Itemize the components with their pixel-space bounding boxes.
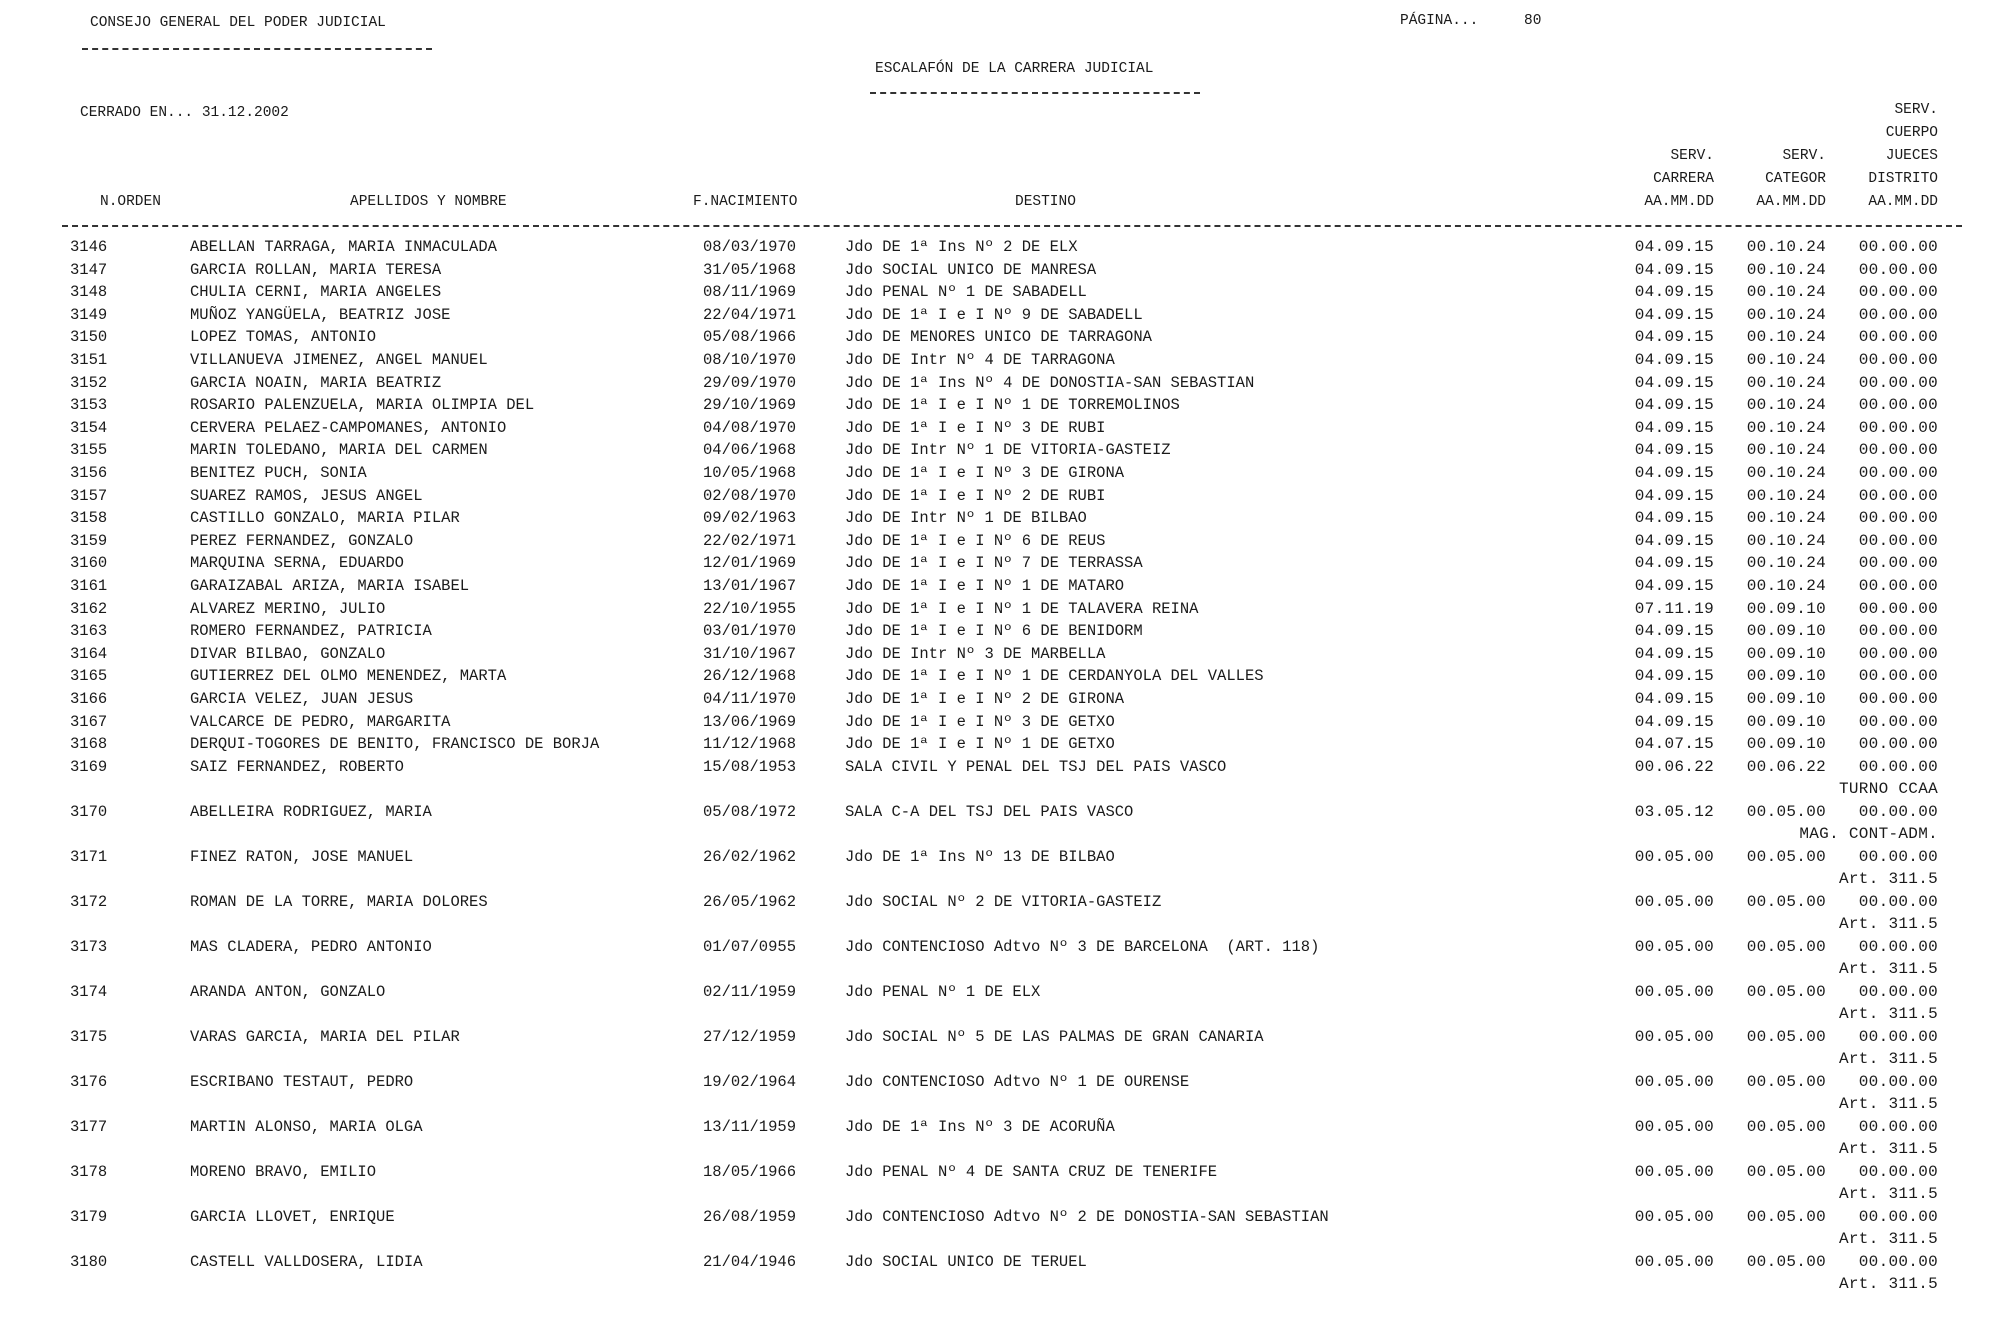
serv-distrito: 00.00.00 [1858, 577, 1938, 595]
serv-categor: 00.06.22 [1746, 757, 1826, 776]
birth-date: 05/08/1966 [703, 328, 797, 347]
row-note: Art. 311.5 [1838, 1139, 1938, 1158]
judge-name: CERVERA PELAEZ-CAMPOMANES, ANTONIO [190, 418, 507, 437]
closed-date: CERRADO EN... 31.12.2002 [80, 105, 289, 121]
serv-carrera: 00.06.22 [1634, 757, 1714, 776]
row-number: 3158 [70, 509, 108, 528]
destination: Jdo DE 1ª I e I Nº 6 DE BENIDORM [845, 622, 1143, 641]
serv-carrera: 04.09.15 [1634, 260, 1714, 279]
birth-date: 08/03/1970 [703, 238, 797, 256]
serv-distrito: 00.00.00 [1858, 305, 1938, 324]
judge-name: CASTILLO GONZALO, MARIA PILAR [190, 509, 460, 528]
judge-name: ROSARIO PALENZUELA, MARIA OLIMPIA DEL [190, 396, 535, 415]
destination: Jdo DE 1ª I e I Nº 3 DE RUBI [845, 418, 1106, 437]
serv-carrera: 04.09.15 [1634, 531, 1714, 550]
judge-name: MARIN TOLEDANO, MARIA DEL CARMEN [190, 441, 488, 460]
birth-date: 15/08/1953 [703, 757, 797, 776]
destination: SALA CIVIL Y PENAL DEL TSJ DEL PAIS VASCO [845, 757, 1227, 776]
judge-name: DERQUI-TOGORES DE BENITO, FRANCISCO DE BORJA [190, 735, 600, 754]
serv-categor: 00.09.10 [1746, 735, 1826, 754]
birth-date: 05/08/1972 [703, 802, 797, 821]
birth-date: 18/05/1966 [703, 1162, 797, 1181]
serv-distrito: 00.00.00 [1858, 1207, 1938, 1226]
serv-categor: 00.09.10 [1746, 599, 1826, 618]
serv-carrera: 04.09.15 [1634, 464, 1714, 482]
birth-date: 26/08/1959 [703, 1207, 797, 1226]
birth-date: 26/02/1962 [703, 847, 797, 866]
destination: Jdo DE 1ª I e I Nº 1 DE GETXO [845, 735, 1115, 754]
col-categor-1: SERV. [1782, 148, 1826, 164]
destination: Jdo PENAL Nº 1 DE SABADELL [845, 283, 1087, 302]
row-number: 3165 [70, 667, 108, 686]
serv-distrito: 00.00.00 [1858, 531, 1938, 550]
serv-categor: 00.10.24 [1746, 328, 1826, 347]
serv-carrera: 04.09.15 [1634, 486, 1714, 505]
serv-categor: 00.10.24 [1746, 238, 1826, 256]
serv-categor: 00.10.24 [1746, 577, 1826, 595]
serv-distrito: 00.00.00 [1858, 757, 1938, 776]
serv-categor: 00.10.24 [1746, 373, 1826, 392]
birth-date: 22/10/1955 [703, 599, 797, 618]
birth-date: 31/10/1967 [703, 644, 797, 663]
serv-categor: 00.09.10 [1746, 667, 1826, 686]
serv-categor: 00.10.24 [1746, 531, 1826, 550]
row-number: 3163 [70, 622, 108, 641]
col-distrito-2: CUERPO [1885, 125, 1938, 141]
destination: Jdo DE Intr Nº 4 DE TARRAGONA [845, 351, 1115, 369]
destination: Jdo DE 1ª Ins Nº 2 DE ELX [845, 238, 1078, 256]
page-label: PÁGINA... [1400, 13, 1479, 29]
row-number: 3172 [70, 892, 108, 911]
destination: Jdo DE 1ª Ins Nº 3 DE ACORUÑA [845, 1117, 1115, 1136]
row-number: 3151 [70, 351, 108, 369]
serv-categor: 00.10.24 [1746, 305, 1826, 324]
serv-categor: 00.09.10 [1746, 644, 1826, 663]
serv-distrito: 00.00.00 [1858, 509, 1938, 528]
serv-distrito: 00.00.00 [1858, 712, 1938, 731]
row-number: 3162 [70, 599, 108, 618]
judge-name: SAIZ FERNANDEZ, ROBERTO [190, 757, 404, 776]
judge-name: GARCIA LLOVET, ENRIQUE [190, 1207, 395, 1226]
judge-name: CASTELL VALLDOSERA, LIDIA [190, 1252, 423, 1271]
serv-categor: 00.10.24 [1746, 554, 1826, 573]
judge-name: MUÑOZ YANGÜELA, BEATRIZ JOSE [190, 305, 451, 324]
serv-distrito: 00.00.00 [1858, 1162, 1938, 1181]
serv-categor: 00.10.24 [1746, 283, 1826, 302]
destination: Jdo SOCIAL UNICO DE TERUEL [845, 1252, 1087, 1271]
row-note: Art. 311.5 [1838, 914, 1938, 933]
serv-distrito: 00.00.00 [1858, 735, 1938, 754]
row-number: 3146 [70, 238, 108, 256]
serv-distrito: 00.00.00 [1858, 1027, 1938, 1046]
row-number: 3154 [70, 418, 108, 437]
row-number: 3168 [70, 735, 108, 754]
serv-carrera: 00.05.00 [1634, 1072, 1714, 1091]
judge-name: MARQUINA SERNA, EDUARDO [190, 554, 404, 573]
row-number: 3174 [70, 982, 108, 1001]
serv-carrera: 04.09.15 [1634, 622, 1714, 641]
row-note: TURNO CCAA [1838, 779, 1938, 798]
serv-distrito: 00.00.00 [1858, 441, 1938, 460]
serv-distrito: 00.00.00 [1858, 396, 1938, 415]
destination: Jdo PENAL Nº 1 DE ELX [845, 982, 1041, 1001]
divider [870, 92, 1200, 94]
serv-carrera: 00.05.00 [1634, 892, 1714, 911]
destination: Jdo DE 1ª I e I Nº 3 DE GIRONA [845, 464, 1125, 482]
destination: Jdo SOCIAL UNICO DE MANRESA [845, 260, 1097, 279]
row-number: 3179 [70, 1207, 108, 1226]
judge-name: GARCIA NOAIN, MARIA BEATRIZ [190, 373, 442, 392]
serv-distrito: 00.00.00 [1858, 486, 1938, 505]
destination: Jdo DE 1ª I e I Nº 1 DE MATARO [845, 577, 1125, 595]
serv-categor: 00.05.00 [1746, 892, 1826, 911]
row-note: Art. 311.5 [1838, 1229, 1938, 1248]
birth-date: 08/10/1970 [703, 351, 797, 369]
judge-name: ABELLEIRA RODRIGUEZ, MARIA [190, 802, 432, 821]
serv-categor: 00.05.00 [1746, 1027, 1826, 1046]
judge-name: ESCRIBANO TESTAUT, PEDRO [190, 1072, 414, 1091]
destination: Jdo SOCIAL Nº 2 DE VITORIA-GASTEIZ [845, 892, 1162, 911]
serv-categor: 00.09.10 [1746, 690, 1826, 708]
row-number: 3157 [70, 486, 108, 505]
serv-distrito: 00.00.00 [1858, 1072, 1938, 1091]
destination: Jdo DE 1ª I e I Nº 2 DE GIRONA [845, 690, 1125, 708]
row-number: 3152 [70, 373, 108, 392]
row-note: Art. 311.5 [1838, 1004, 1938, 1023]
col-categor-3: AA.MM.DD [1756, 194, 1826, 210]
row-note: Art. 311.5 [1838, 1184, 1938, 1203]
destination: Jdo DE 1ª I e I Nº 2 DE RUBI [845, 486, 1106, 505]
col-distrito-3: JUECES [1885, 148, 1938, 164]
serv-carrera: 04.09.15 [1634, 690, 1714, 708]
serv-carrera: 04.09.15 [1634, 577, 1714, 595]
serv-categor: 00.10.24 [1746, 441, 1826, 460]
judge-name: MORENO BRAVO, EMILIO [190, 1162, 377, 1181]
row-number: 3166 [70, 690, 108, 708]
birth-date: 27/12/1959 [703, 1027, 797, 1046]
serv-distrito: 00.00.00 [1858, 1117, 1938, 1136]
row-note: Art. 311.5 [1838, 1049, 1938, 1068]
birth-date: 29/10/1969 [703, 396, 797, 415]
birth-date: 12/01/1969 [703, 554, 797, 573]
serv-carrera: 00.05.00 [1634, 1207, 1714, 1226]
judge-name: MAS CLADERA, PEDRO ANTONIO [190, 937, 432, 956]
col-nombre: APELLIDOS Y NOMBRE [350, 194, 507, 210]
birth-date: 02/08/1970 [703, 486, 797, 505]
birth-date: 22/02/1971 [703, 531, 797, 550]
destination: Jdo DE Intr Nº 1 DE BILBAO [845, 509, 1087, 528]
row-number: 3150 [70, 328, 108, 347]
row-note: Art. 311.5 [1838, 869, 1938, 888]
destination: SALA C-A DEL TSJ DEL PAIS VASCO [845, 802, 1134, 821]
birth-date: 09/02/1963 [703, 509, 797, 528]
judge-name: SUAREZ RAMOS, JESUS ANGEL [190, 486, 423, 505]
judge-name: DIVAR BILBAO, GONZALO [190, 644, 386, 663]
serv-distrito: 00.00.00 [1858, 373, 1938, 392]
judge-name: GARCIA VELEZ, JUAN JESUS [190, 690, 414, 708]
serv-categor: 00.10.24 [1746, 486, 1826, 505]
serv-carrera: 04.09.15 [1634, 712, 1714, 731]
row-number: 3161 [70, 577, 108, 595]
divider [82, 48, 432, 50]
row-number: 3175 [70, 1027, 108, 1046]
birth-date: 01/07/0955 [703, 937, 797, 956]
birth-date: 21/04/1946 [703, 1252, 797, 1271]
birth-date: 11/12/1968 [703, 735, 797, 754]
destination: Jdo CONTENCIOSO Adtvo Nº 3 DE BARCELONA (ART. 118) [845, 937, 1320, 956]
serv-carrera: 04.09.15 [1634, 441, 1714, 460]
serv-categor: 00.10.24 [1746, 351, 1826, 369]
row-number: 3177 [70, 1117, 108, 1136]
serv-distrito: 00.00.00 [1858, 690, 1938, 708]
row-number: 3180 [70, 1252, 108, 1271]
destination: Jdo DE 1ª I e I Nº 1 DE TALAVERA REINA [845, 599, 1199, 618]
serv-distrito: 00.00.00 [1858, 328, 1938, 347]
page-number: 80 [1524, 13, 1542, 29]
birth-date: 26/12/1968 [703, 667, 797, 686]
col-orden: N.ORDEN [100, 194, 161, 210]
serv-categor: 00.10.24 [1746, 418, 1826, 437]
row-number: 3178 [70, 1162, 108, 1181]
row-number: 3149 [70, 305, 108, 324]
serv-distrito: 00.00.00 [1858, 892, 1938, 911]
serv-carrera: 04.07.15 [1634, 735, 1714, 754]
serv-categor: 00.05.00 [1746, 1117, 1826, 1136]
judge-name: LOPEZ TOMAS, ANTONIO [190, 328, 377, 347]
serv-distrito: 00.00.00 [1858, 982, 1938, 1001]
judge-name: ALVAREZ MERINO, JULIO [190, 599, 386, 618]
serv-distrito: 00.00.00 [1858, 351, 1938, 369]
row-number: 3159 [70, 531, 108, 550]
serv-carrera: 04.09.15 [1634, 396, 1714, 415]
judge-name: BENITEZ PUCH, SONIA [190, 464, 367, 482]
serv-categor: 00.10.24 [1746, 509, 1826, 528]
destination: Jdo DE 1ª I e I Nº 3 DE GETXO [845, 712, 1115, 731]
serv-carrera: 00.05.00 [1634, 937, 1714, 956]
destination: Jdo CONTENCIOSO Adtvo Nº 2 DE DONOSTIA-SAN SEBASTIAN [845, 1207, 1329, 1226]
destination: Jdo DE 1ª I e I Nº 6 DE REUS [845, 531, 1106, 550]
header-divider [62, 225, 1962, 227]
judge-name: VARAS GARCIA, MARIA DEL PILAR [190, 1027, 460, 1046]
row-number: 3155 [70, 441, 108, 460]
birth-date: 13/01/1967 [703, 577, 797, 595]
row-number: 3167 [70, 712, 108, 731]
judge-name: GARCIA ROLLAN, MARIA TERESA [190, 260, 442, 279]
col-carrera-1: SERV. [1670, 148, 1714, 164]
serv-distrito: 00.00.00 [1858, 464, 1938, 482]
institution-name: CONSEJO GENERAL DEL PODER JUDICIAL [90, 15, 386, 31]
serv-carrera: 04.09.15 [1634, 509, 1714, 528]
serv-carrera: 04.09.15 [1634, 238, 1714, 256]
row-number: 3160 [70, 554, 108, 573]
serv-carrera: 04.09.15 [1634, 418, 1714, 437]
judge-name: VILLANUEVA JIMENEZ, ANGEL MANUEL [190, 351, 488, 369]
col-carrera-2: CARRERA [1653, 171, 1714, 187]
row-number: 3173 [70, 937, 108, 956]
serv-categor: 00.09.10 [1746, 712, 1826, 731]
judge-name: FINEZ RATON, JOSE MANUEL [190, 847, 414, 866]
birth-date: 04/08/1970 [703, 418, 797, 437]
row-number: 3171 [70, 847, 108, 866]
serv-carrera: 04.09.15 [1634, 554, 1714, 573]
serv-carrera: 04.09.15 [1634, 305, 1714, 324]
serv-categor: 00.10.24 [1746, 464, 1826, 482]
serv-categor: 00.10.24 [1746, 396, 1826, 415]
serv-distrito: 00.00.00 [1858, 802, 1938, 821]
serv-categor: 00.05.00 [1746, 937, 1826, 956]
serv-categor: 00.09.10 [1746, 622, 1826, 641]
serv-carrera: 04.09.15 [1634, 644, 1714, 663]
destination: Jdo SOCIAL Nº 5 DE LAS PALMAS DE GRAN CANARIA [845, 1027, 1264, 1046]
birth-date: 31/05/1968 [703, 260, 797, 279]
serv-categor: 00.10.24 [1746, 260, 1826, 279]
serv-distrito: 00.00.00 [1858, 847, 1938, 866]
serv-carrera: 04.09.15 [1634, 373, 1714, 392]
serv-categor: 00.05.00 [1746, 1207, 1826, 1226]
judge-name: GUTIERREZ DEL OLMO MENENDEZ, MARTA [190, 667, 507, 686]
judge-name: VALCARCE DE PEDRO, MARGARITA [190, 712, 451, 731]
birth-date: 13/11/1959 [703, 1117, 797, 1136]
serv-carrera: 00.05.00 [1634, 1252, 1714, 1271]
judge-name: CHULIA CERNI, MARIA ANGELES [190, 283, 442, 302]
destination: Jdo DE 1ª I e I Nº 1 DE CERDANYOLA DEL VALLES [845, 667, 1264, 686]
serv-categor: 00.05.00 [1746, 1162, 1826, 1181]
col-carrera-3: AA.MM.DD [1644, 194, 1714, 210]
serv-categor: 00.05.00 [1746, 847, 1826, 866]
birth-date: 04/06/1968 [703, 441, 797, 460]
serv-categor: 00.05.00 [1746, 1072, 1826, 1091]
serv-categor: 00.05.00 [1746, 982, 1826, 1001]
birth-date: 13/06/1969 [703, 712, 797, 731]
serv-distrito: 00.00.00 [1858, 418, 1938, 437]
judge-name: GARAIZABAL ARIZA, MARIA ISABEL [190, 577, 470, 595]
serv-categor: 00.05.00 [1746, 1252, 1826, 1271]
col-destino: DESTINO [1015, 194, 1076, 210]
row-note: MAG. CONT-ADM. [1799, 824, 1938, 843]
destination: Jdo PENAL Nº 4 DE SANTA CRUZ DE TENERIFE [845, 1162, 1218, 1181]
row-number: 3169 [70, 757, 108, 776]
destination: Jdo DE Intr Nº 1 DE VITORIA-GASTEIZ [845, 441, 1171, 460]
serv-carrera: 00.05.00 [1634, 847, 1714, 866]
destination: Jdo DE 1ª Ins Nº 4 DE DONOSTIA-SAN SEBASTIAN [845, 373, 1255, 392]
row-note: Art. 311.5 [1838, 1274, 1938, 1293]
col-distrito-5: AA.MM.DD [1868, 194, 1938, 210]
serv-carrera: 04.09.15 [1634, 667, 1714, 686]
row-note: Art. 311.5 [1838, 1094, 1938, 1113]
birth-date: 26/05/1962 [703, 892, 797, 911]
row-number: 3156 [70, 464, 108, 482]
serv-carrera: 04.09.15 [1634, 328, 1714, 347]
serv-carrera: 00.05.00 [1634, 1117, 1714, 1136]
destination: Jdo DE Intr Nº 3 DE MARBELLA [845, 644, 1106, 663]
col-distrito-4: DISTRITO [1868, 171, 1938, 187]
row-number: 3148 [70, 283, 108, 302]
birth-date: 02/11/1959 [703, 982, 797, 1001]
birth-date: 03/01/1970 [703, 622, 797, 641]
row-number: 3164 [70, 644, 108, 663]
serv-distrito: 00.00.00 [1858, 554, 1938, 573]
destination: Jdo DE MENORES UNICO DE TARRAGONA [845, 328, 1152, 347]
judge-name: ABELLAN TARRAGA, MARIA INMACULADA [190, 238, 497, 256]
col-distrito-1: SERV. [1894, 102, 1938, 118]
col-nacimiento: F.NACIMIENTO [693, 194, 798, 210]
birth-date: 08/11/1969 [703, 283, 797, 302]
destination: Jdo DE 1ª I e I Nº 9 DE SABADELL [845, 305, 1143, 324]
serv-distrito: 00.00.00 [1858, 283, 1938, 302]
destination: Jdo CONTENCIOSO Adtvo Nº 1 DE OURENSE [845, 1072, 1190, 1091]
row-note: Art. 311.5 [1838, 959, 1938, 978]
serv-carrera: 00.05.00 [1634, 1027, 1714, 1046]
serv-distrito: 00.00.00 [1858, 644, 1938, 663]
col-categor-2: CATEGOR [1765, 171, 1826, 187]
row-number: 3153 [70, 396, 108, 415]
destination: Jdo DE 1ª I e I Nº 1 DE TORREMOLINOS [845, 396, 1180, 415]
row-number: 3147 [70, 260, 108, 279]
serv-carrera: 00.05.00 [1634, 982, 1714, 1001]
birth-date: 19/02/1964 [703, 1072, 797, 1091]
judge-name: ROMAN DE LA TORRE, MARIA DOLORES [190, 892, 488, 911]
serv-distrito: 00.00.00 [1858, 622, 1938, 641]
serv-categor: 00.05.00 [1746, 802, 1826, 821]
row-number: 3176 [70, 1072, 108, 1091]
birth-date: 04/11/1970 [703, 690, 797, 708]
judge-name: PEREZ FERNANDEZ, GONZALO [190, 531, 414, 550]
serv-carrera: 03.05.12 [1634, 802, 1714, 821]
serv-distrito: 00.00.00 [1858, 238, 1938, 256]
birth-date: 29/09/1970 [703, 373, 797, 392]
serv-distrito: 00.00.00 [1858, 937, 1938, 956]
serv-distrito: 00.00.00 [1858, 599, 1938, 618]
serv-carrera: 04.09.15 [1634, 283, 1714, 302]
row-number: 3170 [70, 802, 108, 821]
serv-distrito: 00.00.00 [1858, 260, 1938, 279]
document-title: ESCALAFÓN DE LA CARRERA JUDICIAL [875, 61, 1154, 77]
judge-name: ARANDA ANTON, GONZALO [190, 982, 386, 1001]
destination: Jdo DE 1ª I e I Nº 7 DE TERRASSA [845, 554, 1143, 573]
serv-carrera: 07.11.19 [1634, 599, 1714, 618]
judge-name: MARTIN ALONSO, MARIA OLGA [190, 1117, 423, 1136]
birth-date: 10/05/1968 [703, 464, 797, 482]
serv-distrito: 00.00.00 [1858, 667, 1938, 686]
birth-date: 22/04/1971 [703, 305, 797, 324]
destination: Jdo DE 1ª Ins Nº 13 DE BILBAO [845, 847, 1115, 866]
serv-carrera: 04.09.15 [1634, 351, 1714, 369]
serv-distrito: 00.00.00 [1858, 1252, 1938, 1271]
judge-name: ROMERO FERNANDEZ, PATRICIA [190, 622, 432, 641]
serv-carrera: 00.05.00 [1634, 1162, 1714, 1181]
